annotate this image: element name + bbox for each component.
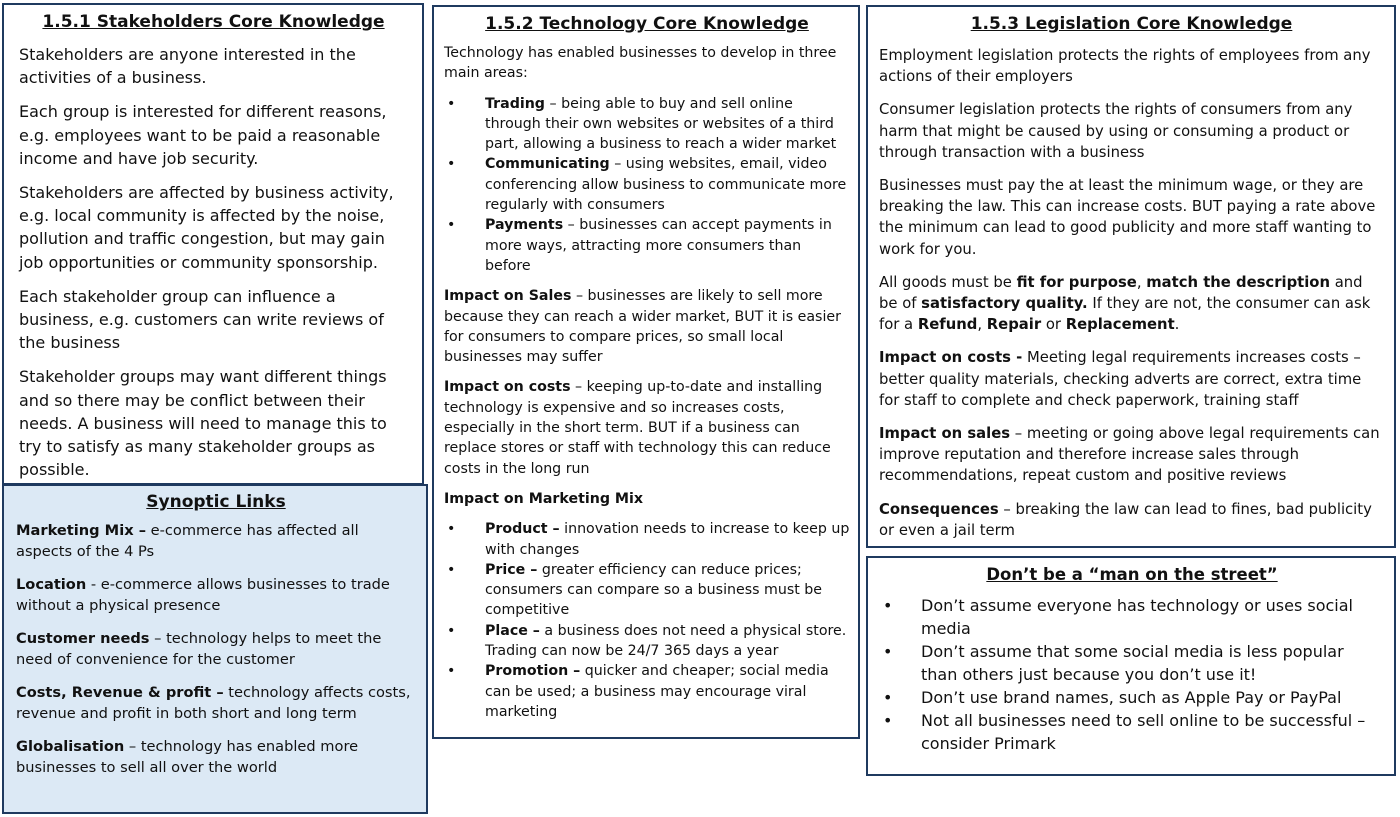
synoptic-item bbox=[16, 682, 416, 724]
bullet-icon: • bbox=[883, 711, 893, 730]
legislation-title: 1.5.3 Legislation Core Knowledge bbox=[970, 14, 1293, 34]
bold-term: Repair bbox=[986, 316, 1042, 334]
bullet-icon: • bbox=[883, 688, 893, 707]
mix-term: Promotion – bbox=[485, 663, 581, 680]
list-item bbox=[444, 519, 850, 560]
bold-term: Replacement bbox=[1065, 316, 1175, 334]
mix-term: Price – bbox=[485, 561, 538, 578]
synoptic-text: e-commerce has affected all aspects of the 4 Ps bbox=[16, 522, 359, 560]
text-run: and be of bbox=[879, 273, 1363, 313]
impact-text: – meeting or going above legal requirements can improve reputation and therefore increase sales through recommendations, repeat custom and positive reviews bbox=[879, 425, 1380, 485]
area-term: Communicating bbox=[485, 156, 610, 173]
synoptic-text: technology affects costs, revenue and profit in both short and long term bbox=[16, 684, 411, 722]
technology-intro: Technology has enabled businesses to develop in three main areas: bbox=[444, 45, 837, 82]
impact-costs-paragraph bbox=[879, 347, 1384, 411]
marketing-mix-heading-text: Impact on Marketing Mix bbox=[444, 490, 644, 507]
mix-text: innovation needs to increase to keep up with changes bbox=[485, 521, 850, 558]
stakeholders-paragraph: Each group is interested for different reasons, e.g. employees want to be paid a reasonable income and have job security. bbox=[19, 102, 387, 168]
bullet-icon: • bbox=[447, 622, 456, 639]
synoptic-term: Marketing Mix – bbox=[16, 522, 146, 539]
consequences-paragraph bbox=[879, 499, 1384, 541]
stakeholders-paragraph: Each stakeholder group can influence a business, e.g. customers can write reviews of the business bbox=[19, 286, 384, 353]
bold-term: Refund bbox=[917, 316, 978, 334]
text-run: , bbox=[977, 316, 987, 334]
dont-box bbox=[866, 556, 1396, 776]
impact-term: Impact on sales bbox=[879, 425, 1011, 443]
dont-item-text: Don’t assume everyone has technology or uses social media bbox=[921, 596, 1353, 638]
mix-text: a business does not need a physical store. Trading can now be 24/7 365 days a year bbox=[485, 622, 847, 660]
bullet-icon: • bbox=[447, 663, 456, 680]
list-item bbox=[444, 215, 850, 276]
mix-term: Product – bbox=[485, 521, 560, 538]
list-item bbox=[444, 621, 850, 662]
synoptic-text: - e-commerce allows businesses to trade without a physical presence bbox=[16, 576, 390, 614]
impact-costs-paragraph bbox=[444, 377, 850, 478]
text-run: . bbox=[1174, 316, 1180, 334]
synoptic-term: Costs, Revenue & profit – bbox=[16, 684, 224, 701]
list-item bbox=[444, 154, 850, 215]
legislation-paragraph: Employment legislation protects the rights of employees from any actions of their employers bbox=[879, 47, 1371, 86]
text-run: or bbox=[1041, 316, 1066, 334]
impact-sales-paragraph bbox=[879, 423, 1384, 487]
impact-text: – keeping up-to-date and installing technology is expensive and so increases costs, especially in the short term. BUT if a business can replace stores or staff with technology this can reduce costs in the long run bbox=[444, 379, 831, 477]
mix-text: greater efficiency can reduce prices; consumers can compare so a business must be competitive bbox=[485, 561, 823, 619]
synoptic-term: Customer needs bbox=[16, 630, 150, 647]
impact-text: Meeting legal requirements increases costs – better quality materials, checking adverts are correct, extra time for staff to complete and check paperwork, training staff bbox=[879, 349, 1362, 409]
synoptic-links-box bbox=[2, 484, 428, 814]
marketing-mix-list bbox=[444, 519, 850, 722]
synoptic-item bbox=[16, 736, 416, 778]
technology-title: 1.5.2 Technology Core Knowledge bbox=[485, 14, 809, 34]
list-item bbox=[444, 661, 850, 722]
impact-term: Impact on costs bbox=[444, 379, 571, 396]
bullet-icon: • bbox=[447, 95, 456, 112]
impact-sales-paragraph bbox=[444, 286, 850, 367]
synoptic-title: Synoptic Links bbox=[146, 492, 286, 512]
list-item bbox=[444, 560, 850, 621]
bullet-icon: • bbox=[883, 642, 893, 661]
bold-term: satisfactory quality. bbox=[921, 295, 1088, 313]
area-text: – businesses can accept payments in more ways, attracting more consumers than before bbox=[485, 217, 832, 274]
impact-term: Impact on Sales bbox=[444, 288, 572, 305]
synoptic-text: – technology has enabled more businesses to sell all over the world bbox=[16, 738, 359, 776]
list-item bbox=[880, 686, 1384, 709]
dont-title: Don’t be a “man on the street” bbox=[986, 565, 1278, 584]
synoptic-term: Globalisation bbox=[16, 738, 125, 755]
bold-term: match the description bbox=[1146, 273, 1331, 291]
bullet-icon: • bbox=[447, 521, 456, 538]
marketing-mix-heading bbox=[444, 489, 850, 509]
stakeholders-paragraph: Stakeholders are anyone interested in the activities of a business. bbox=[19, 45, 356, 88]
list-item bbox=[444, 94, 850, 155]
consequences-text: – breaking the law can lead to fines, bad publicity or even a jail term bbox=[879, 500, 1372, 539]
mix-text: quicker and cheaper; social media can be used; a business may encourage viral marketing bbox=[485, 663, 829, 720]
list-item bbox=[880, 594, 1384, 640]
bullet-icon: • bbox=[883, 596, 893, 615]
area-term: Payments bbox=[485, 217, 564, 234]
consequences-term: Consequences bbox=[879, 500, 999, 518]
synoptic-text: – technology helps to meet the need of convenience for the customer bbox=[16, 630, 382, 668]
bold-term: fit for purpose bbox=[1016, 273, 1137, 291]
stakeholders-paragraph: Stakeholder groups may want different things and so there may be conflict between their needs. A business will need to manage this to try to satisfy as many stakeholder groups as possible. bbox=[19, 367, 387, 480]
list-item bbox=[880, 640, 1384, 686]
mix-term: Place – bbox=[485, 622, 540, 639]
bullet-icon: • bbox=[447, 561, 456, 578]
list-item bbox=[880, 709, 1384, 755]
legislation-box bbox=[866, 5, 1396, 548]
area-term: Trading bbox=[485, 95, 545, 112]
impact-text: – businesses are likely to sell more because they can reach a wider market, BUT it is easier for consumers to compare prices, so small local businesses may suffer bbox=[444, 288, 841, 366]
legislation-paragraph: Businesses must pay the at least the minimum wage, or they are breaking the law. This can increase costs. BUT paying a rate above the minimum can lead to good publicity and more staff wanting to work for you. bbox=[879, 177, 1376, 258]
dont-item-text: Not all businesses need to sell online to be successful – consider Primark bbox=[921, 711, 1366, 753]
bullet-icon: • bbox=[447, 217, 456, 234]
text-run: All goods must be bbox=[879, 273, 1017, 291]
synoptic-item bbox=[16, 574, 416, 616]
legislation-paragraph: Consumer legislation protects the rights of consumers from any harm that might be caused by using or consuming a product or through transaction with a business bbox=[879, 101, 1353, 161]
text-run: If they are not, the consumer can ask for a bbox=[879, 295, 1371, 334]
dont-list bbox=[880, 594, 1384, 755]
impact-term: Impact on costs - bbox=[879, 349, 1023, 367]
text-run: , bbox=[1136, 273, 1147, 291]
stakeholders-box bbox=[2, 3, 424, 485]
stakeholders-paragraph: Stakeholders are affected by business activity, e.g. local community is affected by the noise, pollution and traffic congestion, but may gain job opportunities or community sponsorship. bbox=[19, 183, 394, 272]
synoptic-item bbox=[16, 520, 416, 562]
goods-rights-paragraph bbox=[879, 272, 1384, 336]
area-text: – being able to buy and sell online through their own websites or websites of a third part, allowing a business to reach a wider market bbox=[485, 95, 837, 153]
technology-areas-list bbox=[444, 94, 850, 277]
synoptic-item bbox=[16, 628, 416, 670]
dont-item-text: Don’t use brand names, such as Apple Pay or PayPal bbox=[921, 688, 1342, 707]
area-text: – using websites, email, video conferencing allow business to communicate more regularly with consumers bbox=[485, 156, 847, 214]
stakeholders-title: 1.5.1 Stakeholders Core Knowledge bbox=[42, 12, 385, 32]
dont-item-text: Don’t assume that some social media is less popular than others just because you don’t use it! bbox=[921, 642, 1344, 684]
technology-box bbox=[432, 5, 860, 739]
synoptic-term: Location bbox=[16, 576, 87, 593]
bullet-icon: • bbox=[447, 156, 456, 173]
